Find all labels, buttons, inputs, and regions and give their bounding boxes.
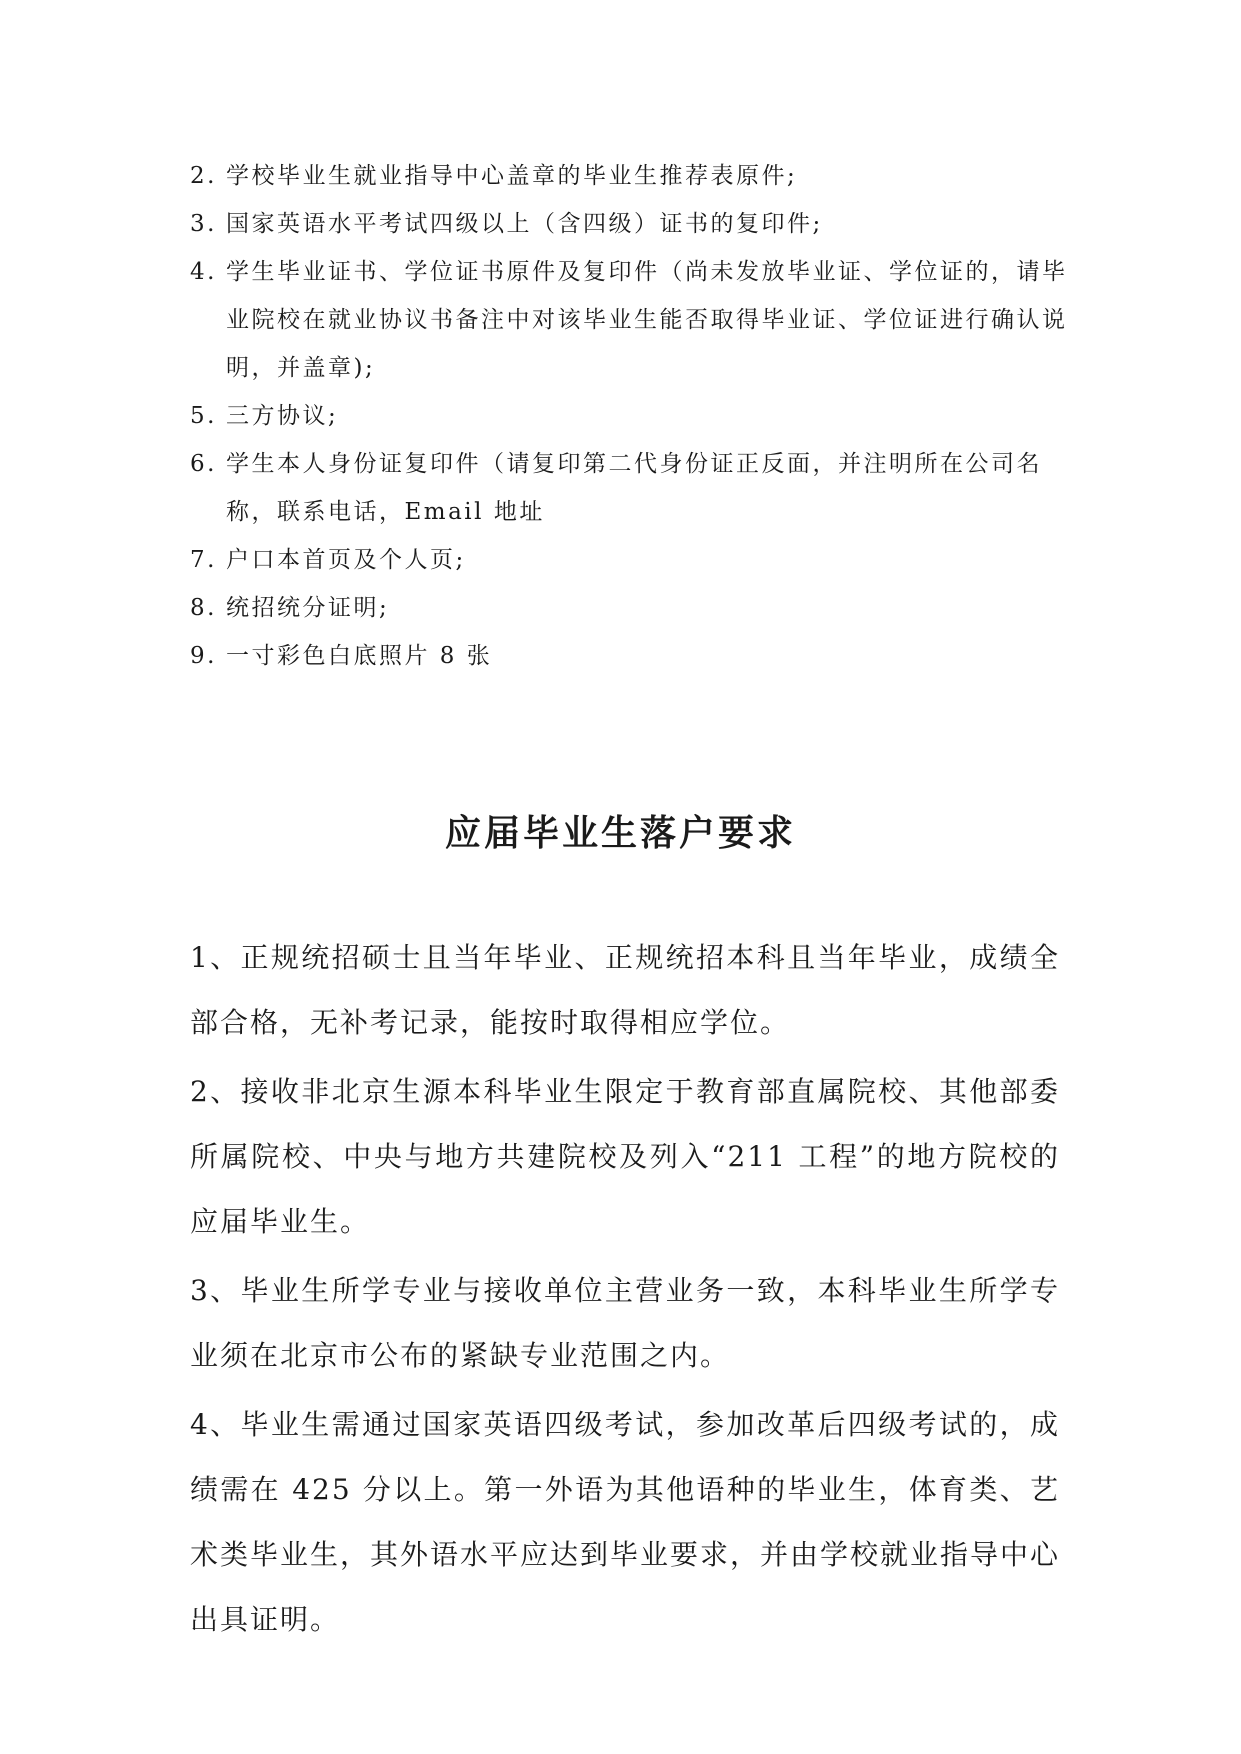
section-title: 应届毕业生落户要求 — [444, 812, 796, 855]
materials-list — [190, 152, 1070, 680]
requirement-paragraph: 1、正规统招硕士且当年毕业、正规统招本科且当年毕业，成绩全部合格，无补考记录，能按时取得相应学位。 — [190, 941, 1060, 1039]
list-item-text: 学生本人身份证复印件（请复印第二代身份证正反面，并注明所在公司名称，联系电话，Email 地址 — [226, 451, 1042, 525]
list-item-text: 国家英语水平考试四级以上（含四级）证书的复印件; — [226, 211, 823, 237]
list-item-text: 三方协议; — [226, 403, 339, 429]
requirements-list — [190, 925, 1060, 1656]
list-item-number: 6. — [190, 451, 217, 477]
requirement-paragraph: 2、接收非北京生源本科毕业生限定于教育部直属院校、其他部委所属院校、中央与地方共建院校及列入“211 工程”的地方院校的应届毕业生。 — [190, 1075, 1060, 1238]
list-item-number: 9. — [190, 643, 217, 669]
list-item-number: 5. — [190, 403, 217, 429]
list-item-number: 7. — [190, 547, 217, 573]
list-item — [190, 392, 1070, 440]
list-item-text: 统招统分证明; — [226, 595, 390, 621]
list-item-number: 8. — [190, 595, 217, 621]
list-item-number: 3. — [190, 211, 217, 237]
list-item — [190, 632, 1070, 680]
list-item — [190, 584, 1070, 632]
list-item-number: 2. — [190, 163, 217, 189]
list-item — [190, 200, 1070, 248]
list-item-text: 学生毕业证书、学位证书原件及复印件（尚未发放毕业证、学位证的，请毕业院校在就业协议书备注中对该毕业生能否取得毕业证、学位证进行确认说明，并盖章); — [226, 259, 1068, 381]
list-item-text: 户口本首页及个人页; — [226, 547, 466, 573]
requirement-paragraph: 4、毕业生需通过国家英语四级考试，参加改革后四级考试的，成绩需在 425 分以上。第一外语为其他语种的毕业生，体育类、艺术类毕业生，其外语水平应达到毕业要求，并由学校就业指导中心出具证明。 — [190, 1408, 1061, 1636]
requirement-paragraph: 3、毕业生所学专业与接收单位主营业务一致，本科毕业生所学专业须在北京市公布的紧缺专业范围之内。 — [190, 1274, 1060, 1372]
list-item — [190, 248, 1070, 392]
list-item — [190, 152, 1070, 200]
list-item — [190, 536, 1070, 584]
list-item — [190, 440, 1070, 536]
list-item-text: 一寸彩色白底照片 8 张 — [226, 643, 493, 669]
list-item-text: 学校毕业生就业指导中心盖章的毕业生推荐表原件; — [226, 163, 798, 189]
list-item-number: 4. — [190, 259, 217, 285]
